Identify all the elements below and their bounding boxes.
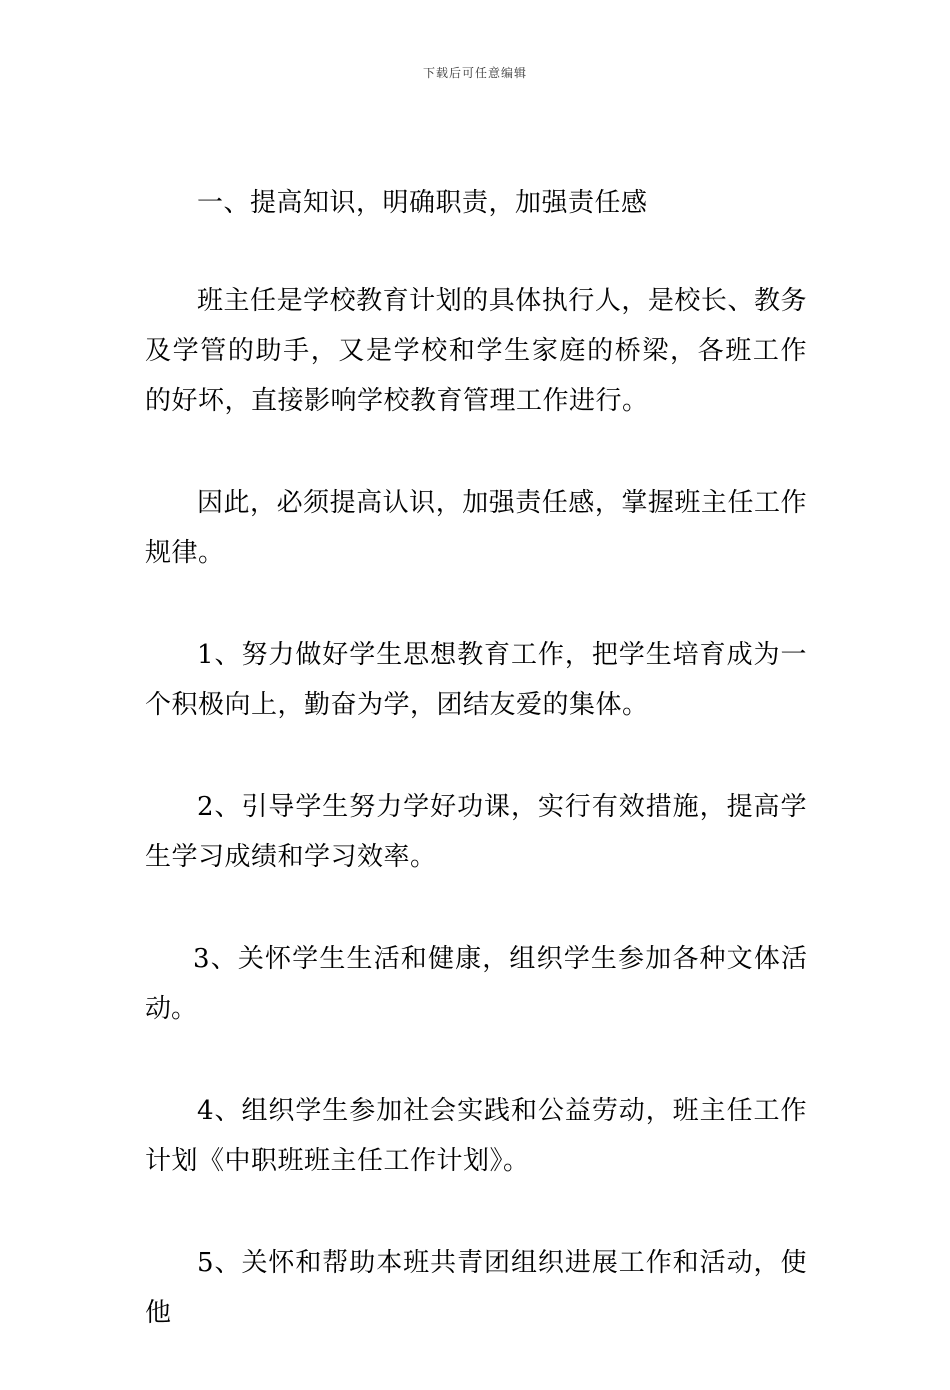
list-item-5: 5、关怀和帮助本班共青团组织进展工作和活动，使他 [145, 1248, 807, 1328]
paragraph-intro: 班主任是学校教育计划的具体执行人，是校长、教务及学管的助手，又是学校和学生家庭的桥梁，各班工作的好坏，直接影响学校教育管理工作进行。 [145, 286, 807, 416]
list-item-3: 3、关怀学生生活和健康，组织学生参加各种文体活动。 [145, 944, 807, 1024]
page-header: 下载后可任意编辑 [422, 66, 527, 80]
section-heading: 一、提高知识，明确职责，加强责任感 [197, 188, 648, 218]
list-item-1: 1、努力做好学生思想教育工作，把学生培育成为一个积极向上，勤奋为学，团结友爱的集体。 [145, 640, 807, 720]
paragraph-therefore: 因此，必须提高认识，加强责任感，掌握班主任工作规律。 [145, 488, 807, 568]
document-body [145, 178, 807, 1390]
list-item-4: 4、组织学生参加社会实践和公益劳动，班主任工作计划《中职班班主任工作计划》。 [145, 1096, 807, 1176]
list-item-2: 2、引导学生努力学好功课，实行有效措施，提高学生学习成绩和学习效率。 [145, 792, 807, 872]
